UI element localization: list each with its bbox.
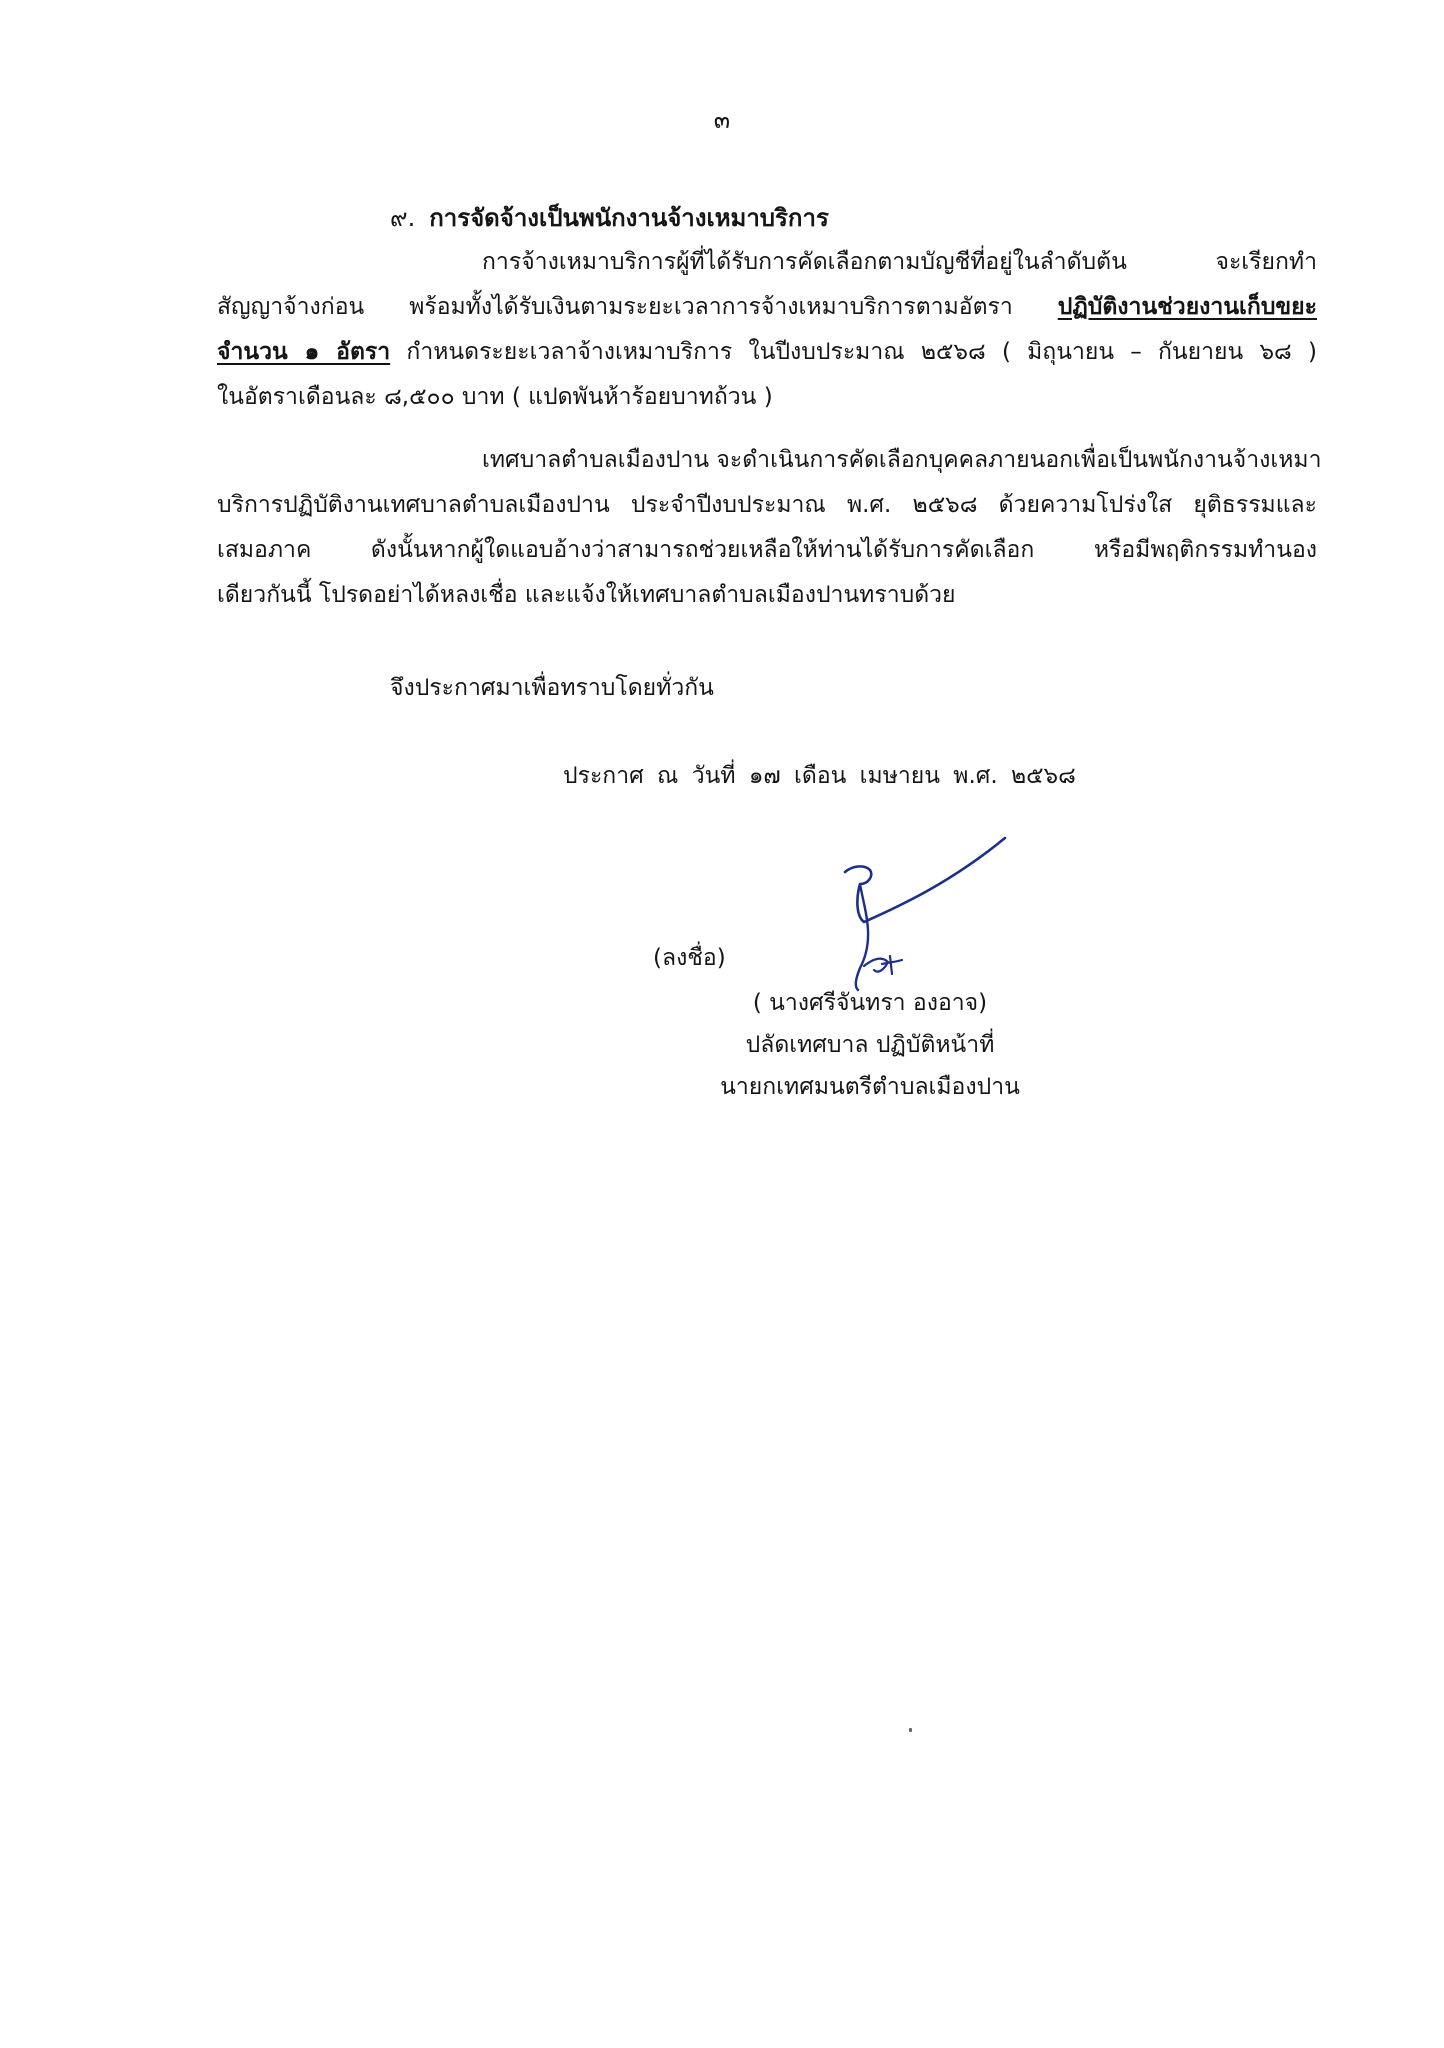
job-title-emphasis: ปฏิบัติงานช่วยงานเก็บขยะ [1057, 294, 1317, 320]
paragraph-line [217, 285, 1317, 330]
handwritten-signature [830, 828, 1020, 998]
section-title: การจัดจ้างเป็นพนักงานจ้างเหมาบริการ [429, 204, 829, 232]
signature-stroke [845, 838, 1005, 922]
paragraph-text: กำหนดระยะเวลาจ้างเหมาบริการ ในปีงบประมาณ ๒๕๖๘ ( มิถุนายน – กันยายน ๖๘ ) [390, 339, 1317, 365]
paragraph-line: ในอัตราเดือนละ ๘,๕๐๐ บาท ( แปดพันห้าร้อยบาทถ้วน ) [217, 384, 773, 410]
signer-block [690, 982, 1050, 1108]
section-heading [390, 198, 829, 237]
paragraph-transparency-notice [217, 438, 1322, 618]
page-number: ๓ [713, 106, 731, 134]
paragraph-line [217, 330, 1317, 375]
signer-position: ปลัดเทศบาล ปฏิบัติหน้าที่ [745, 1032, 995, 1058]
paragraph-line: เสมอภาค ดังนั้นหากผู้ใดแอบอ้างว่าสามารถช่วยเหลือให้ท่านได้รับการคัดเลือก หรือมีพฤติกรรมทำนอง [217, 537, 1317, 563]
paragraph-line: เดียวกันนี้ โปรดอย่าได้หลงเชื่อ และแจ้งให้เทศบาลตำบลเมืองปานทราบด้วย [217, 582, 956, 608]
closing-statement: จึงประกาศมาเพื่อทราบโดยทั่วกัน [390, 675, 714, 701]
signer-position: นายกเทศมนตรีตำบลเมืองปาน [720, 1074, 1020, 1100]
paragraph-line: เทศบาลตำบลเมืองปาน จะดำเนินการคัดเลือกบุคคลภายนอกเพื่อเป็นพนักงานจ้างเหมา [482, 447, 1322, 473]
positions-count-emphasis: จำนวน ๑ อัตรา [217, 339, 391, 365]
paragraph-line: การจ้างเหมาบริการผู้ที่ได้รับการคัดเลือกตามบัญชีที่อยู่ในลำดับต้น จะเรียกทำ [482, 249, 1317, 275]
paragraph-hiring-terms [217, 240, 1317, 420]
signature-label: (ลงชื่อ) [653, 945, 726, 971]
paragraph-line: บริการปฏิบัติงานเทศบาลตำบลเมืองปาน ประจำปีงบประมาณ พ.ศ. ๒๕๖๘ ด้วยความโปร่งใส ยุติธรรมและ [217, 492, 1317, 518]
announcement-date: ประกาศ ณ วันที่ ๑๗ เดือน เมษายน พ.ศ. ๒๕๖๘ [563, 763, 1076, 789]
paragraph-text: สัญญาจ้างก่อน พร้อมทั้งได้รับเงินตามระยะเวลาการจ้างเหมาบริการตามอัตรา [217, 294, 1058, 320]
signer-name: ( นางศรีจันทรา องอาจ) [752, 990, 988, 1016]
section-number: ๙. [390, 204, 416, 232]
scan-speck [909, 1728, 912, 1732]
signature-stroke [864, 956, 902, 974]
